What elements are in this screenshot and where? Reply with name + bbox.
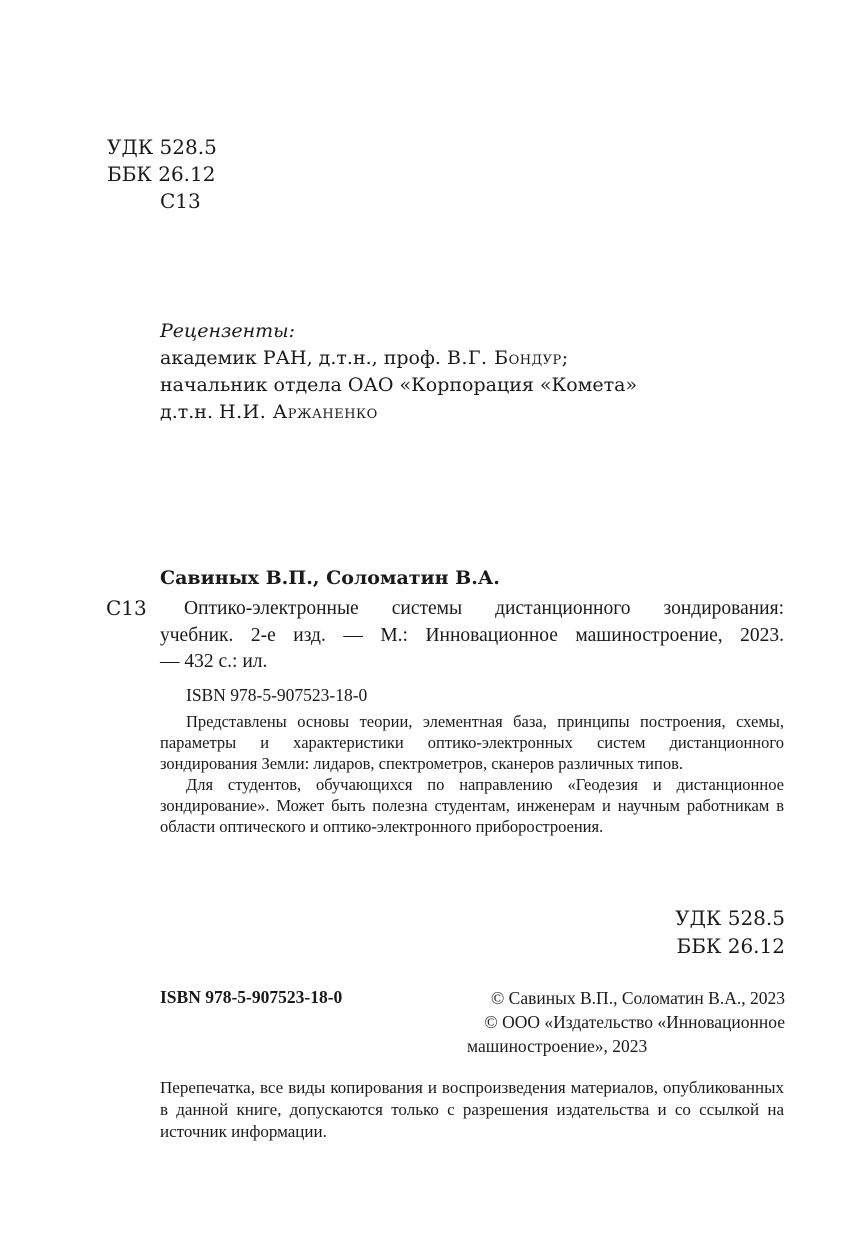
- reviewer-2-name: Н.И. Аржаненко: [219, 401, 378, 423]
- reviewers-block: [160, 318, 637, 426]
- udk-code: УДК 528.5: [107, 135, 217, 159]
- author-mark: С13: [160, 189, 201, 213]
- footer-isbn: ISBN 978-5-907523-18-0: [160, 987, 343, 1007]
- copyright-authors: © Савиных В.П., Соломатин В.А., 2023: [491, 988, 785, 1008]
- annotation-block: [160, 711, 784, 837]
- record-pages-line: — 432 с.: ил.: [160, 651, 268, 672]
- record-title-line: Оптико-электронные системы дистанционного зондирования:: [184, 598, 784, 619]
- copyright-block: [445, 986, 785, 1058]
- reviewer-2-position: начальник отдела ОАО «Корпорация «Комета»: [160, 374, 638, 396]
- reviewer-1-credentials: академик РАН, д.т.н., проф.: [160, 347, 441, 369]
- reviewer-1-separator: ;: [561, 347, 569, 369]
- annotation-paragraph-2: Для студентов, обучающихся по направлению «Геодезия и дистанционное зондирование». Может быть полезна студентам, инженерам и научным работникам в области оптического и оптико-электронного приборостроения.: [160, 775, 784, 836]
- reviewer-1: [160, 345, 637, 372]
- reprint-notice: Перепечатка, все виды копирования и воспроизведения материалов, опубликованных в данной книге, допускаются только с разрешения издательства и со ссылкой на источник информации.: [160, 1078, 784, 1141]
- record-isbn: ISBN 978-5-907523-18-0: [186, 685, 368, 705]
- record-authors: Савиных В.П., Соломатин В.А.: [160, 567, 500, 589]
- reviewer-2-credentials: д.т.н.: [160, 401, 213, 423]
- reviewers-title: Рецензенты:: [160, 320, 296, 342]
- bbk-code-bottom: ББК 26.12: [676, 934, 785, 958]
- record-author-mark: С13: [106, 596, 147, 620]
- udk-code-bottom: УДК 528.5: [675, 906, 785, 930]
- bbk-code: ББК 26.12: [107, 162, 216, 186]
- copyright-publisher-line-2: машиностроение», 2023: [467, 1036, 648, 1056]
- reviewer-2: [160, 399, 637, 426]
- reviewer-1-name: В.Г. Бондур: [446, 347, 562, 369]
- classification-block-bottom: [675, 904, 785, 960]
- annotation-paragraph-1: Представлены основы теории, элементная база, принципы построения, схемы, параметры и характеристики оптико-электронных систем дистанционного зондирования Земли: лидаров, спектрометров, сканеров различных типов.: [160, 712, 784, 773]
- record-description: [160, 596, 784, 676]
- record-edition-line: учебник. 2-е изд. — М.: Инновационное машиностроение, 2023.: [160, 624, 784, 646]
- classification-block-top: [107, 134, 217, 215]
- copyright-publisher-line-1: © ООО «Издательство «Инновационное: [484, 1012, 785, 1032]
